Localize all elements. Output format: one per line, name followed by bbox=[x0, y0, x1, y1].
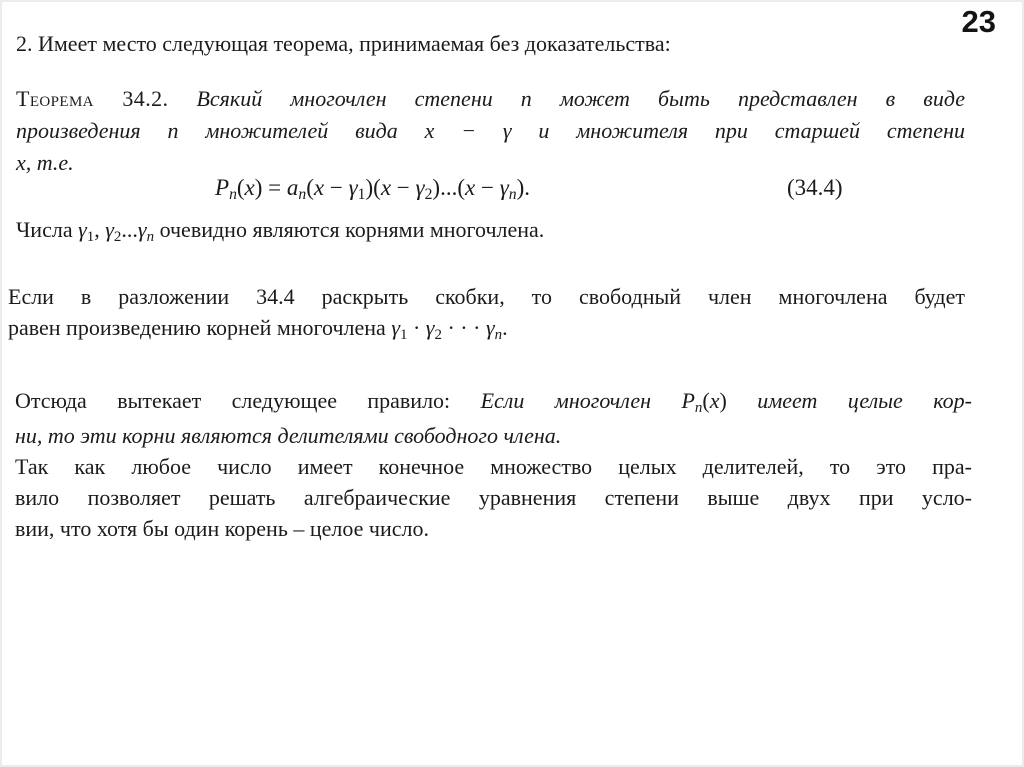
text-line bbox=[15, 513, 972, 544]
text-run: n bbox=[298, 185, 307, 203]
text-line bbox=[15, 482, 972, 513]
text-line bbox=[16, 214, 996, 249]
text-line bbox=[8, 281, 965, 312]
text-run: 2 bbox=[424, 185, 433, 203]
text-line bbox=[15, 451, 972, 482]
text-run: n bbox=[229, 185, 237, 203]
text-run: γ bbox=[391, 315, 400, 340]
text-run: γ bbox=[105, 217, 114, 242]
text-run: 1 bbox=[357, 185, 366, 203]
text-run: Отсюда вытекает следующее правило: bbox=[15, 388, 481, 413]
text-run: )...( bbox=[432, 175, 465, 200]
text-run: произведения n множителей вида x − γ и множителя при старшей степени bbox=[16, 118, 965, 143]
text-run: x bbox=[380, 175, 392, 200]
text-run: ни, то эти корни являются делителями свободного члена. bbox=[15, 423, 562, 448]
text-line bbox=[15, 385, 972, 420]
text-run: n bbox=[494, 326, 503, 343]
text-run: · bbox=[407, 315, 426, 340]
text-run: . bbox=[502, 315, 508, 340]
text-run: γ bbox=[137, 217, 147, 242]
page-number: 23 bbox=[961, 4, 996, 39]
text-run: имеет целые кор- bbox=[726, 388, 973, 413]
text-run: Если в разложении 34.4 раскрыть скобки, то свободный член многочлена будет bbox=[8, 284, 965, 309]
text-run: , bbox=[94, 217, 106, 242]
text-run: ( bbox=[306, 175, 314, 200]
text-run: x bbox=[464, 175, 476, 200]
text-run: 2 bbox=[434, 326, 442, 343]
equation-number: (34.4) bbox=[787, 175, 843, 200]
text-run: x bbox=[244, 175, 255, 200]
text-run: P bbox=[681, 388, 695, 413]
text-run: ) bbox=[719, 388, 727, 413]
roots-note-paragraph bbox=[16, 214, 996, 249]
text-run: равен произведению корней многочлена bbox=[8, 315, 392, 340]
equation-row bbox=[2, 170, 1024, 208]
rule-paragraph bbox=[15, 385, 972, 544]
text-run: x, т.е. bbox=[16, 150, 74, 175]
text-run: 1 bbox=[399, 326, 408, 343]
text-line bbox=[16, 28, 996, 60]
text-run: − bbox=[391, 175, 416, 200]
text-run: − bbox=[324, 175, 349, 200]
text-run: · · · bbox=[441, 315, 486, 340]
text-run: ( bbox=[236, 175, 245, 200]
text-run: ). bbox=[516, 175, 530, 200]
free-term-paragraph bbox=[8, 281, 965, 347]
text-run: вило позволяет решать алгебраические уравнения степени выше двух при усло- bbox=[15, 485, 972, 510]
text-run: очевидно являются корнями многочлена. bbox=[154, 217, 545, 242]
text-run: Теорема 34.2. bbox=[16, 86, 169, 111]
text-line bbox=[16, 83, 965, 115]
text-run: n bbox=[146, 228, 155, 245]
theorem-paragraph bbox=[16, 83, 965, 179]
text-run: 1 bbox=[86, 228, 95, 245]
text-run: Так как любое число имеет конечное множество целых делителей, то это пра- bbox=[15, 454, 972, 479]
text-run: Всякий многочлен степени n может быть представлен в виде bbox=[168, 86, 965, 111]
text-run: n bbox=[508, 185, 517, 203]
text-run: − bbox=[475, 175, 500, 200]
equation-formula bbox=[215, 170, 530, 209]
text-run: γ bbox=[485, 315, 495, 340]
text-run: x bbox=[709, 388, 720, 413]
text-run: γ bbox=[78, 217, 87, 242]
text-run: x bbox=[313, 175, 325, 200]
text-run: Числа bbox=[16, 217, 79, 242]
text-run: ... bbox=[121, 217, 138, 242]
text-line bbox=[215, 170, 530, 209]
intro-paragraph bbox=[16, 28, 996, 60]
text-run: γ bbox=[425, 315, 435, 340]
text-line bbox=[15, 420, 972, 451]
text-run: вии, что хотя бы один корень – целое число. bbox=[15, 516, 429, 541]
text-run: a bbox=[286, 175, 299, 200]
text-line bbox=[16, 115, 965, 147]
text-run: γ bbox=[348, 175, 358, 200]
text-run: γ bbox=[415, 175, 425, 200]
text-run: )( bbox=[365, 175, 381, 200]
text-run: Если многочлен bbox=[480, 388, 682, 413]
text-run: ) = bbox=[254, 175, 287, 200]
text-run: 2. Имеет место следующая теорема, принимаемая без доказательства: bbox=[16, 31, 671, 56]
text-run: γ bbox=[499, 175, 509, 200]
text-run: P bbox=[215, 175, 230, 200]
text-run: 2 bbox=[113, 228, 122, 245]
text-run: n bbox=[694, 399, 703, 416]
text-run: ( bbox=[702, 388, 710, 413]
text-line bbox=[8, 312, 965, 347]
